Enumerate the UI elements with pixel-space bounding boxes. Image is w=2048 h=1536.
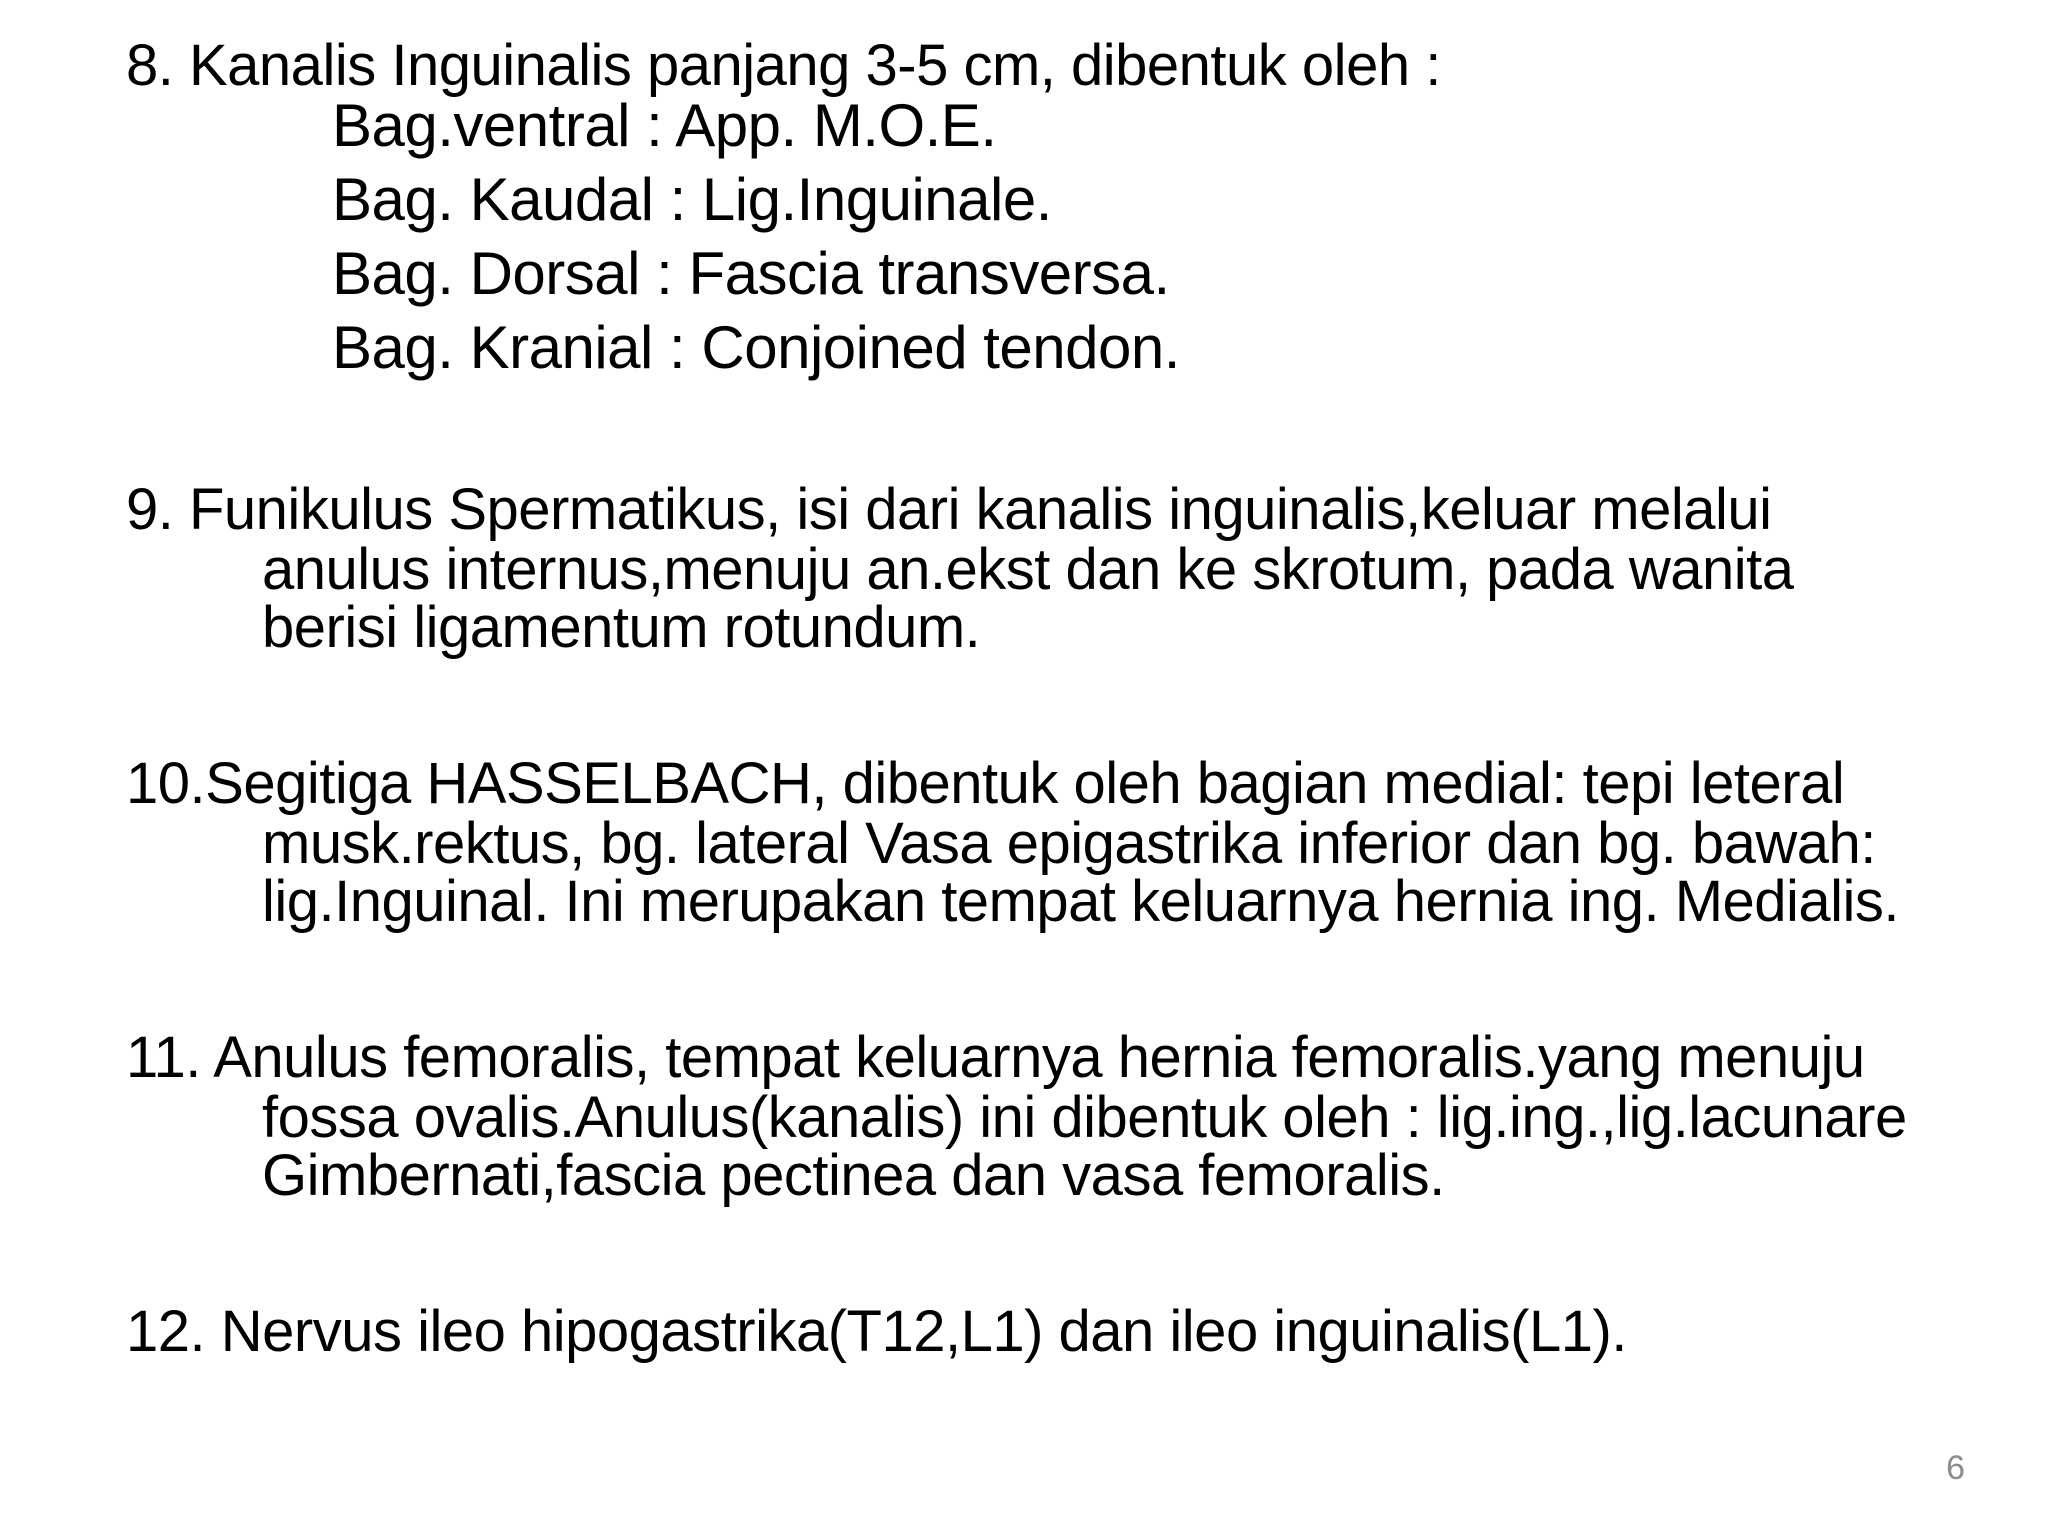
item-8-kaudal: Bag. Kaudal : Lig.Inguinale. <box>332 166 1052 233</box>
page-number: 6 <box>1946 1449 1965 1487</box>
item-11-line-3: Gimbernati,fascia pectinea dan vasa femoralis. <box>262 1143 1445 1208</box>
item-9-line-2: anulus internus,menuju an.ekst dan ke skrotum, pada wanita <box>262 537 1794 602</box>
item-9-line-3: berisi ligamentum rotundum. <box>262 595 981 660</box>
item-10-line-1: 10.Segitiga HASSELBACH, dibentuk oleh bagian medial: tepi leteral <box>126 751 1845 816</box>
item-8-ventral: Bag.ventral : App. M.O.E. <box>332 92 997 159</box>
item-11-line-2: fossa ovalis.Anulus(kanalis) ini dibentuk oleh : lig.ing.,lig.lacunare <box>262 1085 1907 1150</box>
item-10-line-3: lig.Inguinal. Ini merupakan tempat keluarnya hernia ing. Medialis. <box>262 869 1900 934</box>
item-8-heading: 8. Kanalis Inguinalis panjang 3-5 cm, dibentuk oleh : <box>126 33 1441 98</box>
item-8-dorsal: Bag. Dorsal : Fascia transversa. <box>332 240 1170 307</box>
item-10-line-2: musk.rektus, bg. lateral Vasa epigastrika inferior dan bg. bawah: <box>262 811 1876 876</box>
item-9-line-1: 9. Funikulus Spermatikus, isi dari kanalis inguinalis,keluar melalui <box>126 477 1772 542</box>
item-11-line-1: 11. Anulus femoralis, tempat keluarnya hernia femoralis.yang menuju <box>126 1025 1865 1090</box>
item-8-kranial: Bag. Kranial : Conjoined tendon. <box>332 314 1180 381</box>
item-12-line-1: 12. Nervus ileo hipogastrika(T12,L1) dan ileo inguinalis(L1). <box>126 1299 1627 1364</box>
